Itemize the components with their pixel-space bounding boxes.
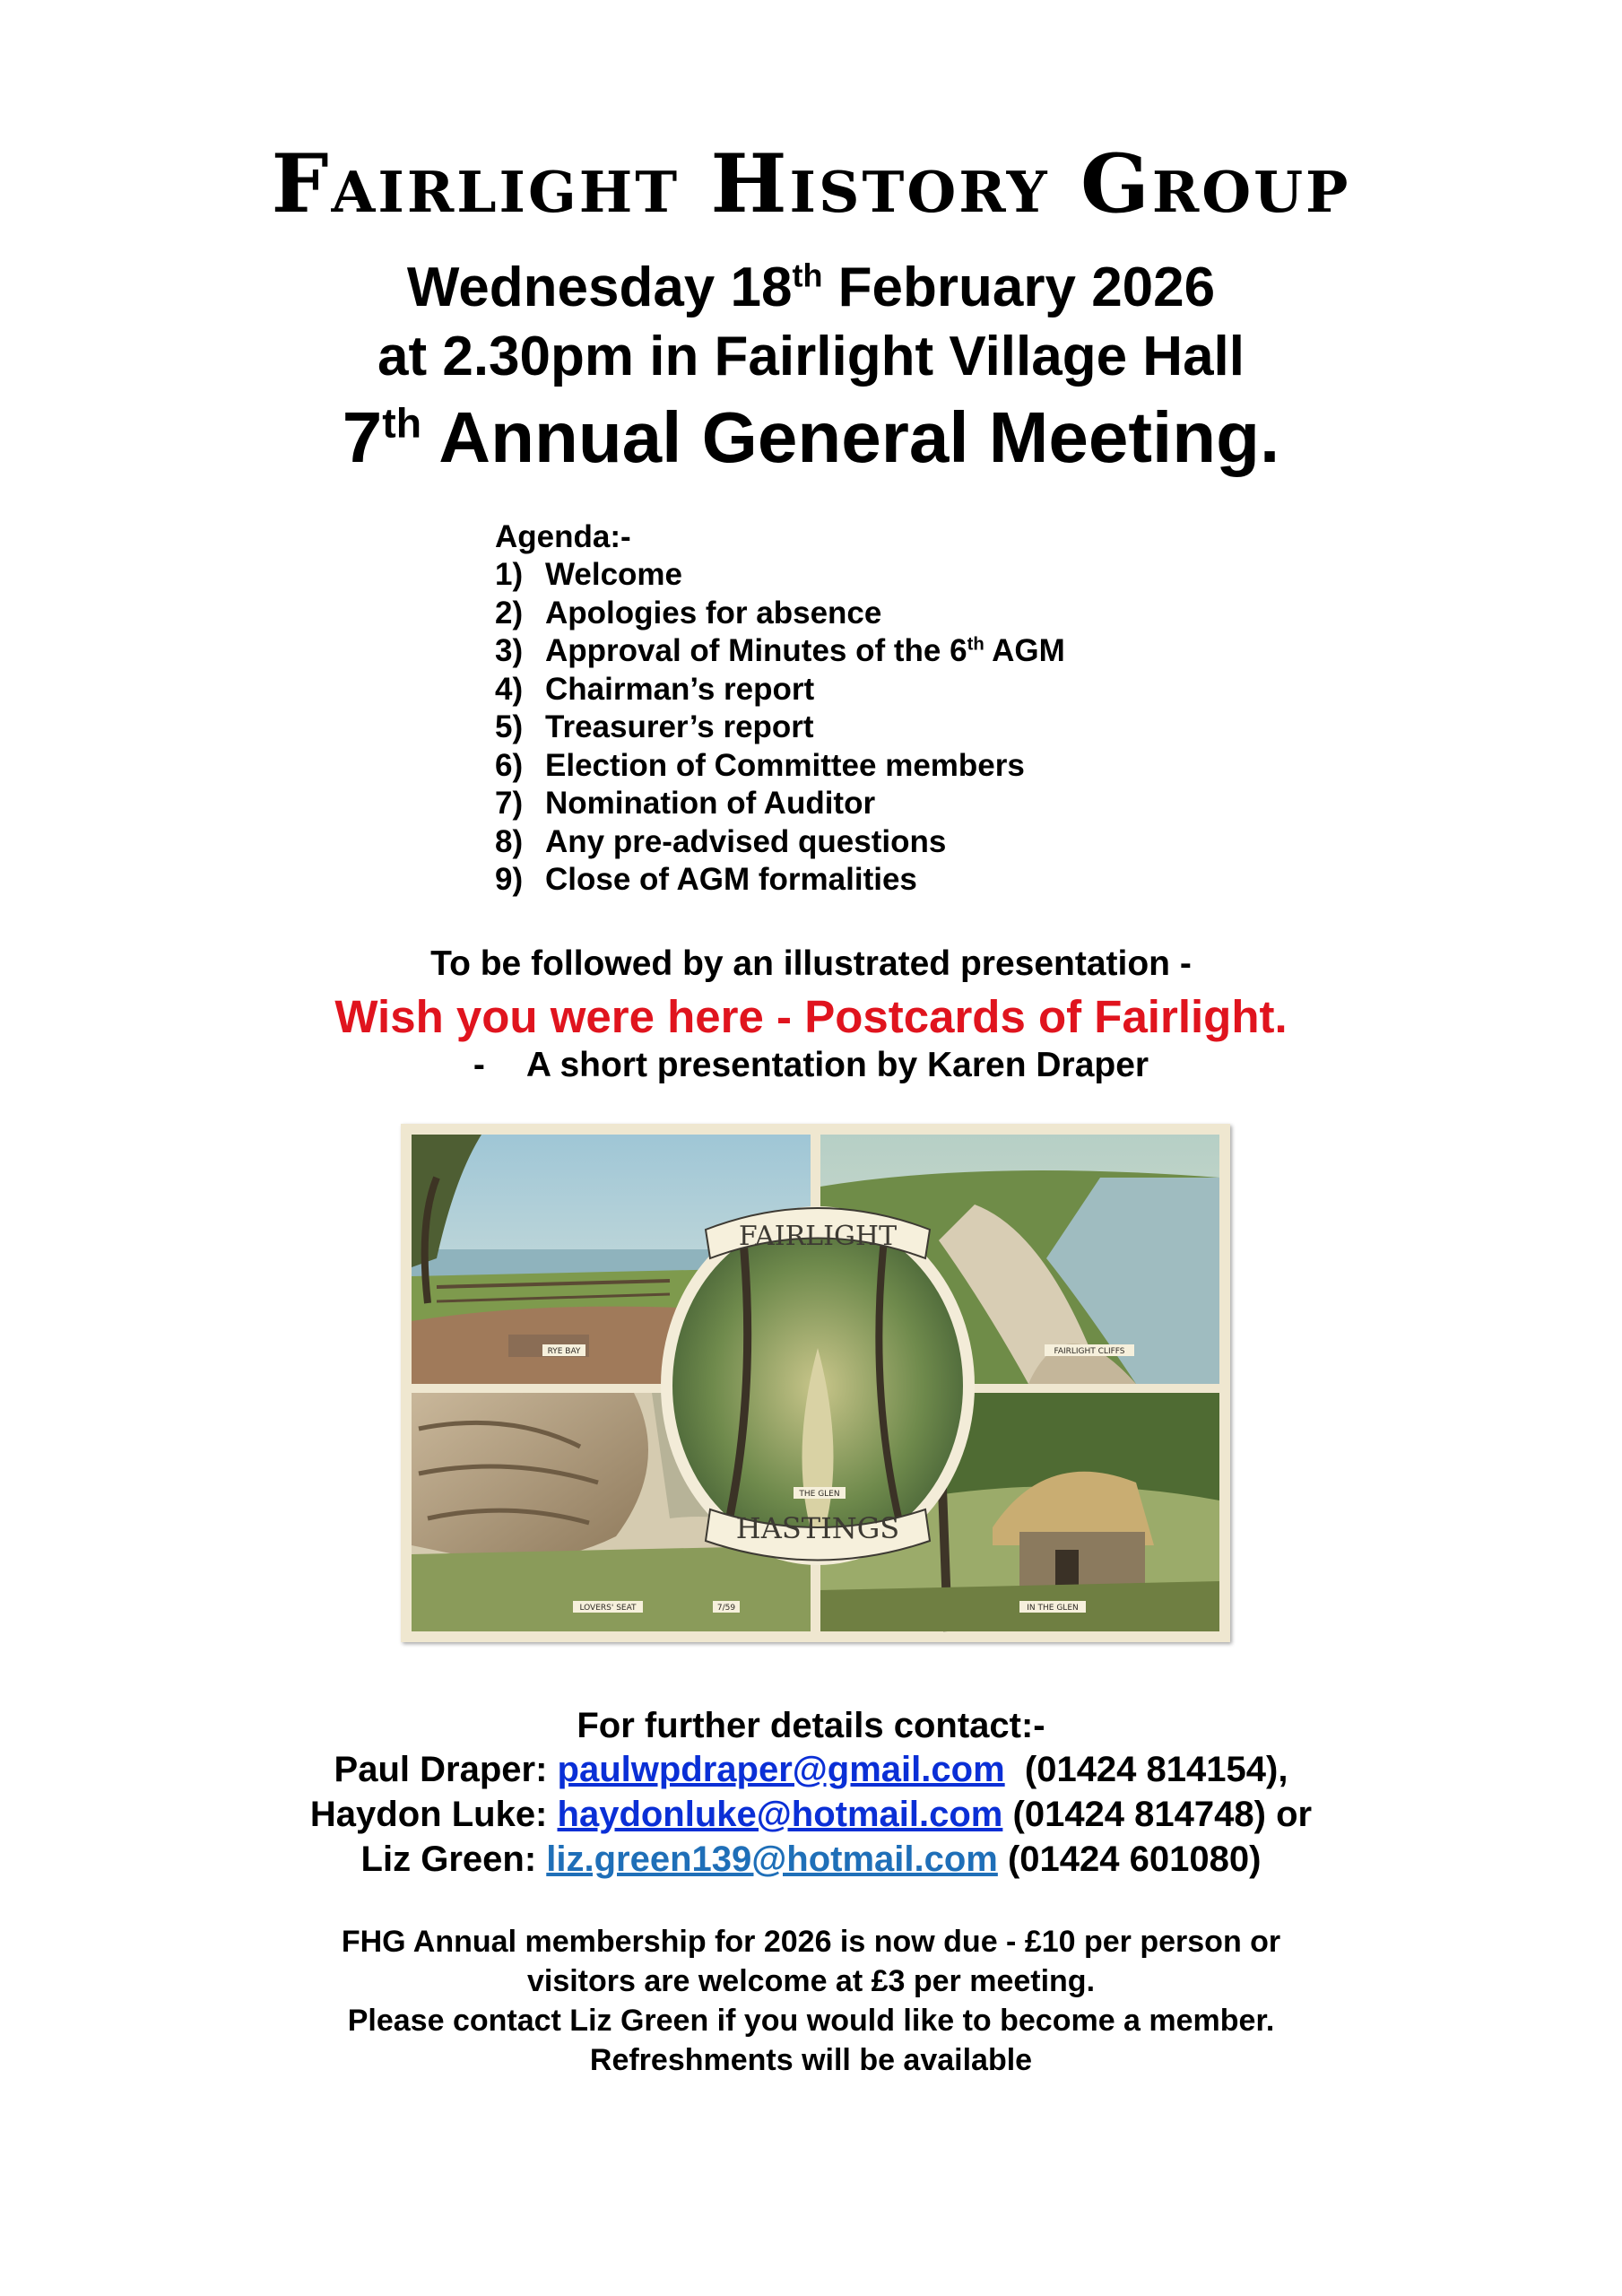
presentation-title: Wish you were here - Postcards of Fairlight.: [334, 991, 1288, 1042]
contact-phone: (01424 814154),: [1024, 1750, 1288, 1789]
postcard-image: [401, 1124, 1230, 1642]
event-date: [0, 256, 1622, 320]
caption-code: 7/59: [716, 1604, 736, 1613]
presentation-intro: To be followed by an illustrated presentation -: [430, 944, 1192, 983]
agenda-item: [495, 709, 1065, 747]
meeting-title: Annual General Meeting.: [421, 397, 1280, 477]
agenda: [495, 518, 1065, 900]
contact-heading: For further details contact:-: [577, 1706, 1045, 1745]
agenda-item-number: 6): [495, 747, 524, 783]
contact-name: Haydon Luke:: [309, 1795, 548, 1834]
agenda-item-number: 8): [495, 823, 524, 859]
agenda-item-number: 5): [495, 709, 524, 744]
contact-liz-green: [0, 1838, 1622, 1881]
agenda-item-number: 7): [495, 786, 524, 821]
agenda-item: [495, 671, 1065, 709]
caption-lovers-seat: LOVERS' SEAT: [579, 1604, 637, 1613]
hastings-banner-text: HASTINGS: [735, 1511, 900, 1545]
caption-in-the-glen: IN THE GLEN: [1027, 1604, 1079, 1613]
email-link[interactable]: liz.green139@hotmail.com: [546, 1839, 998, 1879]
agenda-item: [495, 595, 1065, 633]
agenda-item: [495, 861, 1065, 900]
agenda-item-number: 4): [495, 671, 524, 707]
membership-notes: [0, 1922, 1622, 2080]
event-time-venue: at 2.30pm in Fairlight Village Hall: [377, 326, 1245, 387]
agenda-item-text: Chairman’s report: [545, 671, 815, 707]
email-link[interactable]: paulwpdraper@gmail.com: [557, 1750, 1005, 1789]
page-title: Fairlight History Group: [271, 136, 1351, 231]
agenda-item: [495, 823, 1065, 862]
event-date-ordinal: th: [792, 257, 823, 294]
agenda-item: [495, 785, 1065, 823]
agenda-item-text: Welcome: [545, 557, 683, 592]
agenda-item-text: Any pre-advised questions: [545, 823, 947, 859]
meeting-ordinal: th: [382, 399, 422, 447]
agenda-item-number: 1): [495, 557, 524, 592]
refreshments-note: Refreshments will be available: [589, 2043, 1033, 2077]
agenda-item-ordinal: th: [967, 634, 984, 655]
contact-name: Liz Green:: [360, 1839, 537, 1879]
agenda-item-number: 9): [495, 862, 524, 897]
caption-fairlight-cliffs: FAIRLIGHT CLIFFS: [1054, 1347, 1125, 1356]
agenda-item-text: Nomination of Auditor: [545, 786, 876, 821]
agenda-item-number: 3): [495, 633, 524, 668]
membership-note: Please contact Liz Green if you would like to become a member.: [347, 2004, 1275, 2038]
membership-note: visitors are welcome at £3 per meeting.: [526, 1964, 1096, 1998]
membership-note: FHG Annual membership for 2026 is now due - £10 per person or: [341, 1925, 1281, 1959]
presenter-dash: -: [473, 1046, 485, 1084]
meeting-number: 7: [342, 397, 383, 477]
postcard-illustration: [401, 1124, 1230, 1642]
event-date-main: Wednesday 18: [406, 257, 793, 318]
meeting-name: [0, 395, 1622, 480]
agenda-item-text: Close of AGM formalities: [545, 862, 917, 897]
fairlight-banner-text: FAIRLIGHT: [738, 1221, 898, 1252]
caption-rye-bay: RYE BAY: [547, 1347, 581, 1356]
contact-phone: (01424 814748) or: [1012, 1795, 1313, 1834]
agenda-item: [495, 556, 1065, 595]
agenda-item: [495, 632, 1065, 671]
agenda-list: [495, 556, 1065, 900]
agenda-heading: Agenda:-: [495, 519, 631, 554]
agenda-item-text: Election of Committee members: [545, 747, 1025, 783]
agenda-item-number: 2): [495, 595, 524, 631]
email-link[interactable]: haydonluke@hotmail.com: [557, 1795, 1003, 1834]
event-date-month-year: February 2026: [822, 257, 1216, 318]
agenda-item-text: Apologies for absence: [545, 595, 882, 631]
agenda-item-text-end: AGM: [984, 633, 1065, 668]
presenter-text: A short presentation by Karen Draper: [525, 1046, 1149, 1084]
contact-phone: (01424 601080): [1007, 1839, 1262, 1879]
agenda-item-text: Approval of Minutes of the 6: [545, 633, 967, 668]
contact-haydon-luke: [0, 1793, 1622, 1836]
caption-the-glen: THE GLEN: [799, 1490, 840, 1499]
contact-name: Paul Draper:: [334, 1750, 548, 1789]
presenter-line: [0, 1045, 1622, 1086]
agenda-item-text: Treasurer’s report: [545, 709, 814, 744]
agenda-item: [495, 747, 1065, 786]
contact-paul-draper: [0, 1748, 1622, 1791]
